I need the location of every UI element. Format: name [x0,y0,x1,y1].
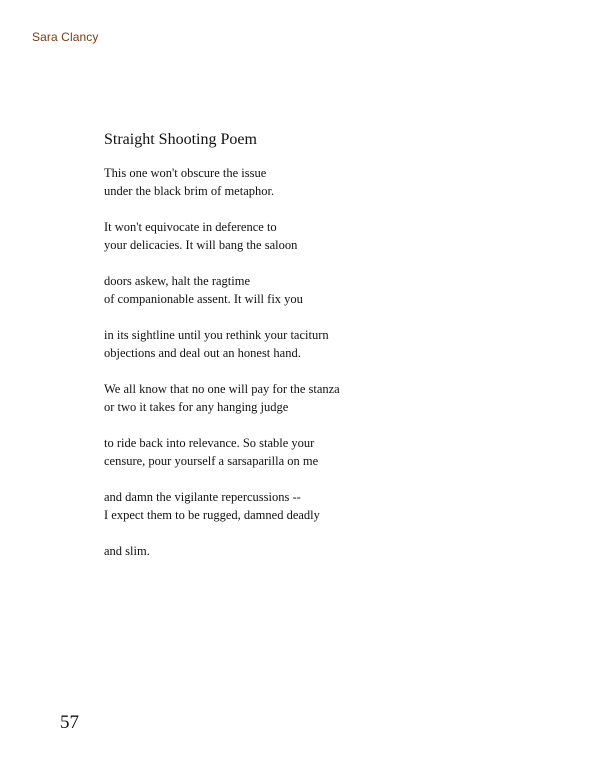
stanza-5 [104,380,504,416]
stanza-8 [104,542,504,560]
stanza-2 [104,218,504,254]
poem-line: I expect them to be rugged, damned deadly [104,508,320,522]
poem-line: to ride back into relevance. So stable your [104,436,315,450]
poem-line: It won't equivocate in deference to [104,220,277,234]
stanza-4 [104,326,504,362]
poem-line: objections and deal out an honest hand. [104,346,301,360]
poem-title: Straight Shooting Poem [104,131,257,148]
poem-line: and slim. [104,544,150,558]
poem [104,130,504,578]
stanza-1 [104,164,504,200]
poem-line: doors askew, halt the ragtime [104,274,251,288]
page-number: 57 [60,712,79,733]
poem-line: and damn the vigilante repercussions -- [104,490,301,504]
poem-line: of companionable assent. It will fix you [104,292,303,306]
poem-line: or two it takes for any hanging judge [104,400,289,414]
poem-line: under the black brim of metaphor. [104,184,275,198]
poem-line: We all know that no one will pay for the stanza [104,382,340,396]
poem-line: your delicacies. It will bang the saloon [104,238,298,252]
stanza-3 [104,272,504,308]
poem-line: This one won't obscure the issue [104,166,267,180]
running-header-author: Sara Clancy [32,30,99,44]
stanza-6 [104,434,504,470]
poem-line: censure, pour yourself a sarsaparilla on me [104,454,319,468]
stanza-7 [104,488,504,524]
poem-line: in its sightline until you rethink your taciturn [104,328,329,342]
